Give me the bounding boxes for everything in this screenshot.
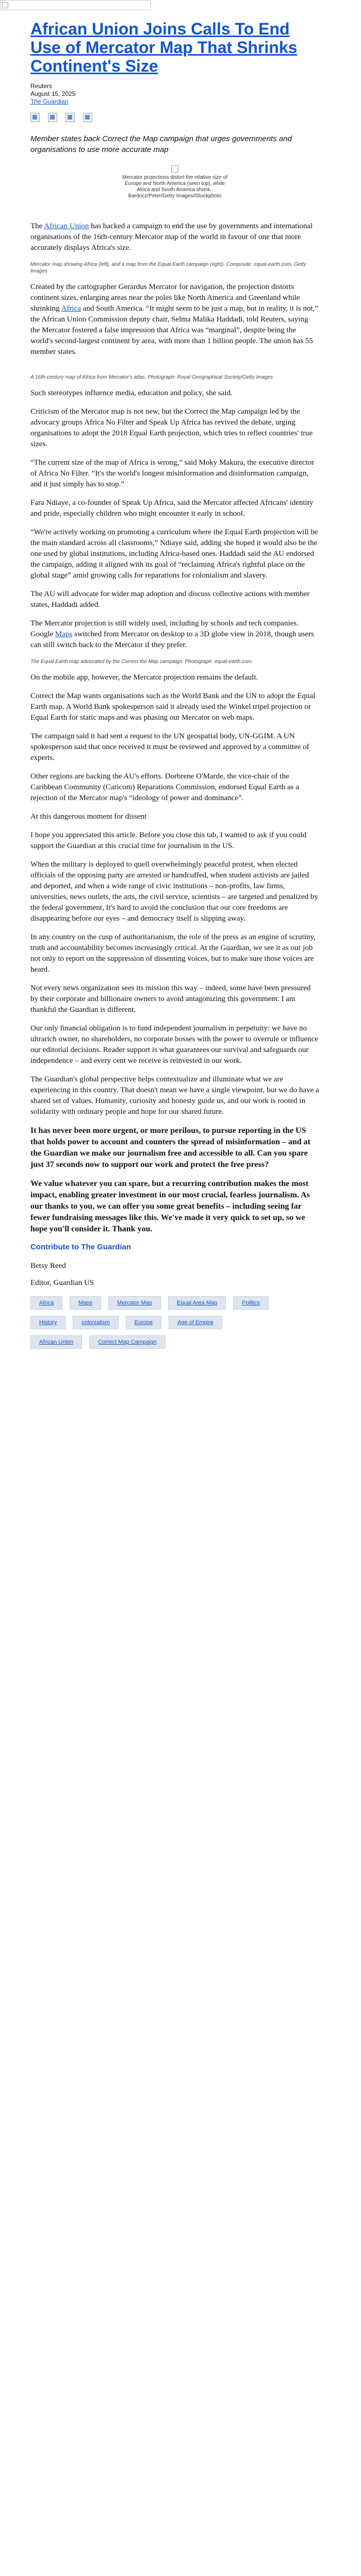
broken-image-icon [171, 165, 178, 173]
support-paragraph: I hope you appreciated this article. Before you close this tab, I wanted to ask if you could support the Guardian at this crucial time for journalism in the US. [30, 831, 307, 850]
paragraph: The African Union has backed a campaign to end the use by governments and international organisations of the 16th-century Mercator map of the world in favour of one that more accurately displays Africa's size. [30, 222, 313, 252]
paragraph: On the mobile app, however, the Mercator projection remains the default. [30, 673, 258, 682]
paragraph: Correct the Map wants organisations such as the World Bank and the UN to adopt the Equal Earth map. A World Bank spokesperson said it already used the Winkel tripel projection or Equal Earth for static maps and was phasing out Mercator on web maps. [30, 692, 316, 722]
image-caption: The Equal Earth map advocated by the Correct the Map campaign. Photograph: equal-earth.com [30, 659, 252, 665]
paragraph: “We're actively working on promoting a curriculum where the Equal Earth projection will be the main standard across all classrooms,” Ndiaye said, adding she hoped it would also be the one used by global institutions, including Africa-based ones. Haddadi said the AU endorsed the campaign, adding it aligned with its goal of “reclaiming Africa's rightful place on the global stage” amid growing calls for reparations for colonialism and slavery. [30, 528, 318, 580]
african-union-link[interactable]: African Union [44, 222, 89, 230]
support-appeal: We value whatever you can spare, but a recurring contribution makes the most impact, enabling greater investment in our most crucial, fearless journalism. As our thanks to you, we can offer you some great benefits – including seeing far fewer fundraising messages like this. We've made it very quick to set up, so we hope you'll consider it. Thank you. [30, 1179, 310, 1233]
tag-link[interactable]: colonialism [73, 1316, 118, 1329]
tag-link[interactable]: Europe [126, 1316, 161, 1329]
broken-image-icon [2, 2, 8, 8]
tag-link[interactable]: Africa [30, 1296, 62, 1310]
paragraph: Other regions are backing the AU's efforts. Dorbrene O'Marde, the vice-chair of the Caribbean Community (Caricom) Reparations Commission, endorsed Equal Earth as a rejection of the Mercator map's “ideology of power and dominance”. [30, 772, 299, 802]
tag-link[interactable]: Maps [70, 1296, 101, 1310]
contribute-link[interactable]: Contribute to The Guardian [30, 1243, 131, 1251]
signer-name: Betsy Reed [30, 1262, 66, 1270]
article-body [30, 20, 319, 1349]
paragraph: The Mercator projection is still widely used, including by schools and tech companies. Google Maps switched from Mercator on desktop to a 3D globe view in 2018, though users can still switch back to the Mercator if they prefer. [30, 619, 314, 649]
paragraph: “The current size of the map of Africa is wrong,” said Moky Makura, the executive director of Africa No Filter. “It's the world's longest misinformation and disinformation campaign, and it just simply has to stop.” [30, 459, 315, 488]
tag-link[interactable]: Correct Map Campaign [89, 1335, 166, 1349]
main-image-caption: Mercator projections distort the relative size of Europe and North America (seen top), while Africa and South America shrink.. Bardocz/Peter/Getty Images/iStockphoto [122, 175, 227, 199]
maps-link[interactable]: Maps [55, 630, 73, 638]
email-icon[interactable] [65, 113, 75, 122]
publisher-link[interactable]: The Guardian [30, 98, 69, 105]
support-paragraph: Our only financial obligation is to fund independent journalism in perpetuity: we have no ultrarich owner, no shareholders, no corporate bosses with the power to overrule or influence our editorial decisions. Reader support is what guarantees our survival and safeguards our independence – and every cent we receive is reinvested in our work. [30, 1024, 318, 1065]
tag-link[interactable]: Mercator Map [108, 1296, 161, 1310]
byline [30, 82, 319, 106]
support-paragraph: Not every news organization sees its mission this way – indeed, some have been pressured by their corporate and billionaire owners to avoid antagonizing this government. I am thankful the Guardian is different. [30, 984, 311, 1014]
byline-source: Reuters [30, 82, 53, 90]
africa-link[interactable]: Africa [61, 304, 81, 313]
tag-link[interactable]: History [30, 1316, 65, 1329]
tag-link[interactable]: Age of Empire [169, 1316, 222, 1329]
tag-link[interactable]: Politics [233, 1296, 269, 1310]
contribute-heading [30, 1243, 319, 1251]
paragraph: The campaign said it had sent a request to the UN geospatial body, UN-GGIM. A UN spokesperson said that once received it must be reviewed and approved by a committee of experts. [30, 732, 309, 762]
tag-link[interactable]: African Union [30, 1335, 82, 1349]
byline-date: August 15, 2025 [30, 90, 76, 97]
image-caption: A 16th-century map of Africa from Mercator's atlas. Photograph: Royal Geographical Society/Getty Images [30, 375, 273, 380]
paragraph: Such stereotypes influence media, education and policy, she said. [30, 389, 233, 397]
main-image [120, 165, 231, 199]
support-heading: At this dangerous moment for dissent [30, 812, 147, 821]
support-paragraph: In any country on the cusp of authoritarianism, the role of the press as an engine of scrutiny, truth and accountability becomes increasingly critical. At the Guardian, we see it as our job not only to report on the suppression of dissenting voices, but to make sure those voices are heard. [30, 933, 316, 974]
paragraph: Criticism of the Mercator map is not new, but the Correct the Map campaign led by the advocacy groups Africa No Filter and Speak Up Africa has revived the debate, urging organisations to adopt the 2018 Equal Earth projection, which tries to reflect countries' true sizes. [30, 408, 313, 448]
tag-link[interactable]: Equal Area Map [168, 1296, 226, 1310]
share-icons [30, 113, 319, 122]
article-text [30, 221, 319, 1349]
support-appeal: It has never been more urgent, or more perilous, to pursue reporting in the US that holds power to account and counters the spread of misinformation – and at the Guardian we make our journalism free and accessible to all. Can you spare just 37 seconds now to support our work and protect the free press? [30, 1126, 310, 1169]
paragraph: Created by the cartographer Gerardus Mercator for navigation, the projection distorts continent sizes, enlarging areas near the poles like North America and Greenland while shrinking Africa and South America. “It might seem to be just a map, but in reality, it is not,” the African Union Commission deputy chair, Selma Malika Haddadi, told Reuters, saying the Mercator fostered a false impression that Africa was “marginal”, despite being the world's second-largest continent by area, with more than 1 billion people. The union has 55 member states. [30, 283, 319, 356]
image-caption: Mercator map showing Africa (left), and a map from the Equal Earth campaign (right). Composite: equal-earth.com, Getty Images [30, 262, 306, 274]
twitter-icon[interactable] [48, 113, 57, 122]
top-image-placeholder [0, 0, 151, 10]
support-paragraph: When the military is deployed to quell overwhelmingly peaceful protest, when elected officials of the opposing party are arrested or handcuffed, when student activists are jailed and deported, and when a wide range of civic institutions – non-profits, law firms, universities, news outlets, the arts, the civil service, scientists – are targeted and penalized by the federal government, It's hard to avoid the conclusion that our core freedoms are disappearing before our eyes – and democracy itself is slipping away. [30, 860, 318, 923]
paragraph: Fara Ndiaye, a co-founder of Speak Up Africa, said the Mercator affected Africans' identity and pride, especially children who might encounter it early in school. [30, 499, 314, 518]
support-paragraph: The Guardian's global perspective helps contextualize and illuminate what we are experiencing in this country. That doesn't mean we have a single viewpoint, but we do have a shared set of values. Humanity, curiosity and honesty guide us, and our work is rooted in solidarity with ordinary people and hope for our shared future. [30, 1075, 319, 1116]
paragraph: The AU will advocate for wider map adoption and discuss collective actions with member states, Haddadi added. [30, 590, 310, 609]
link-icon[interactable] [83, 113, 92, 122]
headline-link[interactable]: African Union Joins Calls To End Use of Mercator Map That Shrinks Continent's Size [30, 20, 298, 75]
facebook-icon[interactable] [30, 113, 40, 122]
tag-list [30, 1296, 278, 1349]
signer-title: Editor, Guardian US [30, 1279, 94, 1287]
standfirst: Member states back Correct the Map campaign that urges governments and organisations to use more accurate map [30, 134, 292, 154]
